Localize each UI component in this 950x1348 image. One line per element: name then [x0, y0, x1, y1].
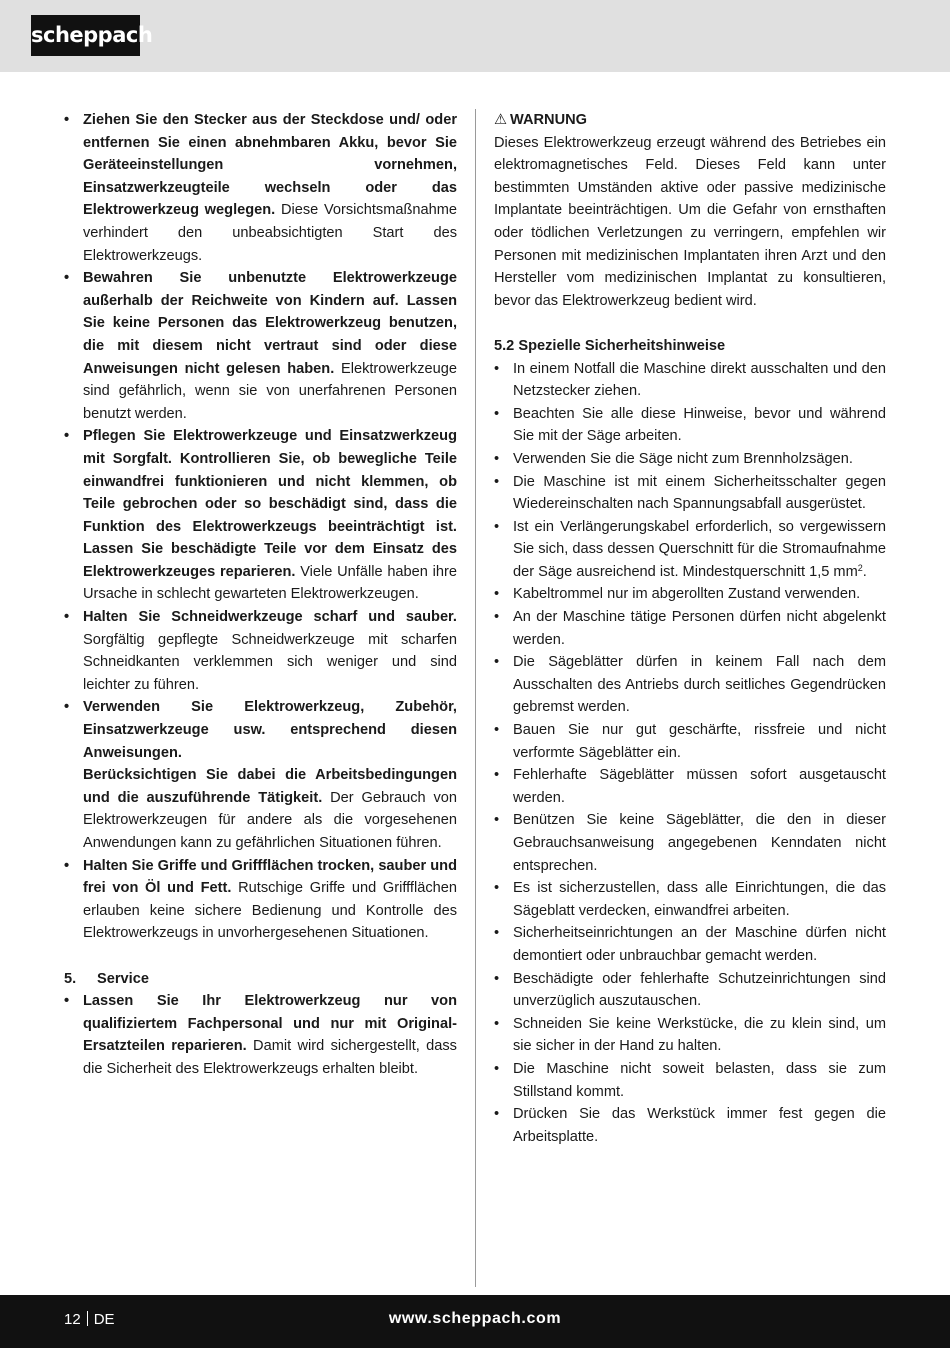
list-item: [64, 990, 457, 1080]
bullet-icon: •: [494, 405, 500, 422]
item-bold-text: Ziehen Sie den Stecker aus der Steckdose und/ oder entfernen Sie einen abnehmbaren Akku, bevor Sie Geräteeinstellungen vornehmen, Einsatzwerkzeugteile wechseln oder das Elektrowerkzeug weglegen.: [83, 112, 457, 219]
item-text: Bauen Sie nur gut geschärfte, rissfreie und nicht verformte Sägeblätter ein.: [513, 722, 886, 761]
item-bold-text: Pflegen Sie Elektrowerkzeuge und Einsatzwerkzeug mit Sorgfalt. Kontrollieren Sie, ob bewegliche Teile einwandfrei funktionieren und nicht klemmen, ob Teile gebrochen oder so beschädigt sind, dass die Funktion des Elektrowerkzeugs beeinträchtigt ist. Lassen Sie beschädigte Teile vor dem Einsatz des Elektrowerkzeuges reparieren.: [83, 428, 457, 580]
list-item: [494, 922, 886, 967]
list-item: [64, 696, 457, 854]
bullet-icon: •: [494, 970, 500, 987]
bullet-icon: •: [64, 857, 70, 874]
item-text: Schneiden Sie keine Werkstücke, die zu klein sind, um sie sicher in der Hand zu halten.: [513, 1015, 886, 1055]
bullet-icon: •: [64, 428, 70, 445]
column-divider: [475, 109, 476, 1287]
special-safety-list: [494, 358, 886, 1149]
item-bold-text: Bewahren Sie unbenutzte Elektrowerkzeuge außerhalb der Reichweite von Kindern auf. Lassen Sie keine Personen das Elektrowerkzeug benutzen, die mit diesem nicht vertraut sind oder diese Anweisungen nicht gelesen haben.: [83, 270, 457, 377]
warning-title: WARNUNG: [510, 112, 588, 128]
left-column: [64, 109, 457, 1081]
bullet-icon: •: [64, 270, 70, 287]
bullet-icon: •: [64, 993, 70, 1010]
bullet-icon: •: [494, 450, 500, 467]
item-text: Rutschige Griffe und Griffflächen erlauben keine sichere Bedienung und Kontrolle des Elektrowerkzeugs in unvorhergesehenen Situationen.: [83, 880, 457, 942]
bullet-icon: •: [494, 880, 500, 897]
bullet-icon: •: [494, 360, 500, 377]
item-text: Die Maschine nicht soweit belasten, dass sie zum Stillstand kommt.: [513, 1060, 886, 1100]
list-item: [494, 1013, 886, 1058]
bullet-icon: •: [494, 1106, 500, 1123]
item-bold-text: Halten Sie Griffe und Griffflächen trocken, sauber und frei von Öl und Fett.: [83, 857, 457, 897]
item-text: Beachten Sie alle diese Hinweise, bevor und während Sie mit der Säge arbeiten.: [513, 405, 886, 445]
item-text: Ist ein Verlängerungskabel erforderlich, so vergewissern Sie sich, dass dessen Querschnitt für die Stromaufnahme der Säge ausreichend ist. Mindestquerschnitt 1,5 mm: [513, 518, 886, 580]
list-item: [64, 267, 457, 425]
item-text: Beschädigte oder fehlerhafte Schutzeinrichtungen sind unverzüglich auszutauschen.: [513, 970, 886, 1010]
list-item: [494, 809, 886, 877]
list-item: [494, 471, 886, 516]
superscript: 2: [857, 562, 863, 573]
item-text: Damit wird sichergestellt, dass die Sicherheit des Elektrowerkzeugs erhalten bleibt.: [83, 1038, 457, 1077]
bullet-icon: •: [494, 722, 500, 739]
item-text: Verwenden Sie die Säge nicht zum Brennholzsägen.: [513, 450, 853, 467]
list-item: [494, 583, 886, 606]
section-number: 5.: [64, 970, 77, 987]
page-footer: [0, 1295, 950, 1348]
list-item: [494, 1058, 886, 1103]
warning-triangle-icon: ⚠: [494, 112, 508, 128]
list-item: [494, 877, 886, 922]
right-column: [494, 109, 886, 1148]
item-text: Benützen Sie keine Sägeblätter, die den in dieser Gebrauchsanweisung angegebenen Kenndaten nicht entsprechen.: [513, 812, 886, 874]
list-item: [64, 606, 457, 696]
list-item: [494, 606, 886, 651]
service-heading: [64, 968, 457, 991]
scheppach-logo: scheppach: [31, 15, 140, 56]
warning-heading: [494, 109, 886, 132]
bullet-icon: •: [64, 699, 70, 716]
list-item: [494, 516, 886, 584]
item-text: Diese Vorsichtsmaßnahme verhindert den unbeabsichtigten Start des Elektrowerkzeugs.: [83, 202, 458, 264]
list-item: [494, 719, 886, 764]
bullet-icon: •: [494, 767, 500, 784]
section-title: Service: [97, 970, 149, 987]
item-text: Die Maschine ist mit einem Sicherheitsschalter gegen Wiedereinschalten nach Spannungsabfall ausgerüstet.: [513, 473, 886, 513]
list-item: [494, 1103, 886, 1148]
item-text-tail: .: [862, 563, 867, 580]
item-bold-text: Lassen Sie Ihr Elektrowerkzeug nur von qualifiziertem Fachpersonal und nur mit Original-Ersatzteilen reparieren.: [83, 993, 457, 1055]
list-item: [64, 855, 457, 945]
warning-text: Dieses Elektrowerkzeug erzeugt während des Betriebes ein elektromagnetisches Feld. Dieses Feld kann unter bestimmten Umständen aktive oder passive medizinische Implantate beeinträchtigen. Um die Gefahr von ernsthaften oder tödlichen Verletzungen zu verringern, empfehlen wir Personen mit medizinischen Implantaten ihren Arzt und den Hersteller vom medizinischen Implantat zu konsultieren, bevor das Elektrowerkzeug bedient wird.: [494, 134, 886, 309]
page-header: [0, 0, 950, 72]
item-text: Sicherheitseinrichtungen an der Maschine dürfen nicht demontiert oder unbrauchbar gemacht werden.: [513, 925, 886, 964]
item-text: Viele Unfälle haben ihre Ursache in schlecht gewarteten Elektrowerkzeugen.: [83, 563, 457, 603]
list-item: [494, 651, 886, 719]
bullet-icon: •: [494, 1015, 500, 1032]
list-item: [494, 403, 886, 448]
item-text: Es ist sicherzustellen, dass alle Einrichtungen, die das Sägeblatt verdecken, einwandfrei arbeiten.: [513, 880, 886, 919]
bullet-icon: •: [494, 473, 500, 490]
bullet-icon: •: [494, 609, 500, 626]
service-list: [64, 990, 457, 1080]
item-bold-text-2: Berücksichtigen Sie dabei die Arbeitsbedingungen und die auszuführende Tätigkeit.: [83, 767, 457, 806]
list-item: [494, 358, 886, 403]
item-text: An der Maschine tätige Personen dürfen nicht abgelenkt werden.: [513, 609, 886, 648]
website-link[interactable]: www.scheppach.com: [388, 1310, 562, 1327]
item-text: Die Sägeblätter dürfen in keinem Fall nach dem Ausschalten des Antriebs durch seitliches Gegendrücken gebremst werden.: [513, 654, 886, 716]
item-text: Kabeltrommel nur im abgerollten Zustand verwenden.: [513, 586, 861, 603]
page-number: 12: [64, 1311, 81, 1328]
bullet-icon: •: [494, 654, 500, 671]
item-bold-text: Halten Sie Schneidwerkzeuge scharf und sauber.: [83, 609, 457, 626]
bullet-icon: •: [64, 112, 70, 128]
item-text: Der Gebrauch von Elektrowerkzeugen für andere als die vorgesehenen Anwendungen kann zu gefährlichen Situationen führen.: [83, 789, 457, 851]
item-text: In einem Notfall die Maschine direkt ausschalten und den Netzstecker ziehen.: [513, 360, 886, 400]
bullet-icon: •: [494, 925, 500, 942]
item-text: Sorgfältig gepflegte Schneidwerkzeuge mit scharfen Schneidkanten verklemmen sich weniger und sind leichter zu führen.: [83, 631, 457, 693]
bullet-icon: •: [494, 1060, 500, 1077]
item-text: Fehlerhafte Sägeblätter müssen sofort ausgetauscht werden.: [513, 767, 886, 806]
bullet-icon: •: [64, 609, 70, 626]
section-heading: 5.2 Spezielle Sicherheitshinweise: [494, 337, 726, 354]
list-item: [64, 425, 457, 606]
item-text: Drücken Sie das Werkstück immer fest gegen die Arbeitsplatte.: [513, 1106, 886, 1145]
bullet-icon: •: [494, 812, 500, 829]
list-item: [494, 448, 886, 471]
list-item: [494, 764, 886, 809]
bullet-icon: •: [494, 586, 500, 603]
list-item: [64, 109, 457, 267]
bullet-icon: •: [494, 518, 500, 535]
list-item: [494, 968, 886, 1013]
safety-list: [64, 109, 457, 945]
item-text: Elektrowerkzeuge sind gefährlich, wenn sie von unerfahrenen Personen benutzt werden.: [83, 360, 457, 422]
item-bold-text: Verwenden Sie Elektrowerkzeug, Zubehör, Einsatzwerkzeuge usw. entsprechend diesen Anweisungen.: [83, 699, 457, 761]
language-code: DE: [93, 1311, 115, 1328]
